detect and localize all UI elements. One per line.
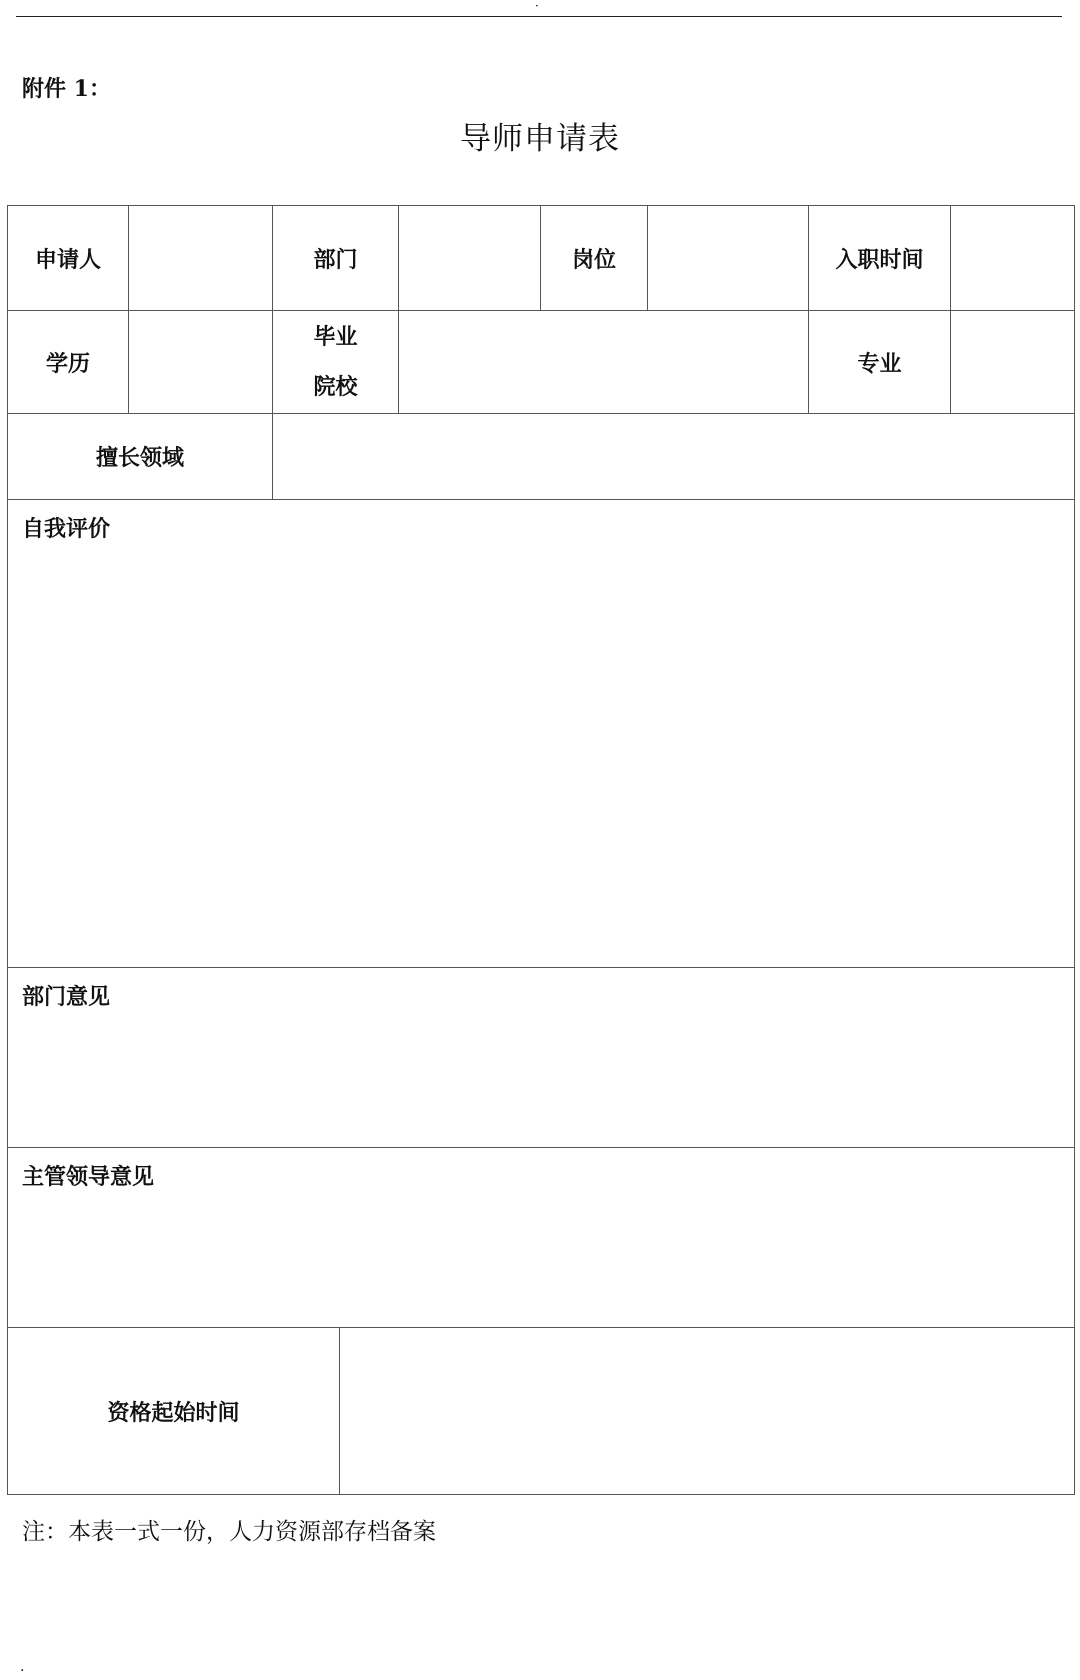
- form-row-supervisor-opinion: [8, 1148, 1075, 1328]
- education-label: 学历: [8, 311, 129, 414]
- qualification-start-label: 资格起始时间: [8, 1328, 340, 1495]
- education-field[interactable]: [129, 311, 273, 414]
- self-evaluation-field[interactable]: [8, 500, 1075, 968]
- school-label: [273, 311, 399, 414]
- applicant-label: 申请人: [8, 206, 129, 311]
- hire-date-field[interactable]: [951, 206, 1075, 311]
- department-opinion-label: 部门意见: [22, 984, 111, 1010]
- expertise-field[interactable]: [273, 414, 1075, 500]
- header-dot: ·: [535, 0, 539, 13]
- school-label-line1: 毕业: [313, 324, 358, 350]
- school-label-line2: 院校: [313, 374, 358, 400]
- footer-dot: .: [20, 1659, 25, 1675]
- form-row-basic-info: [8, 206, 1075, 311]
- form-row-education: [8, 311, 1075, 414]
- applicant-field[interactable]: [129, 206, 273, 311]
- qualification-start-field[interactable]: [340, 1328, 1075, 1495]
- form-row-department-opinion: [8, 968, 1075, 1148]
- department-field[interactable]: [399, 206, 541, 311]
- self-evaluation-label: 自我评价: [22, 516, 111, 542]
- form-row-self-evaluation: [8, 500, 1075, 968]
- department-label: 部门: [273, 206, 399, 311]
- department-opinion-field[interactable]: [8, 968, 1075, 1148]
- expertise-label: 擅长领域: [8, 414, 273, 500]
- form-row-qualification-start: [8, 1328, 1075, 1495]
- supervisor-opinion-label: 主管领导意见: [22, 1164, 155, 1190]
- major-field[interactable]: [951, 311, 1075, 414]
- position-field[interactable]: [648, 206, 809, 311]
- attachment-label: 附件 1：: [22, 76, 111, 102]
- footer-note: 注：本表一式一份，人力资源部存档备案: [22, 1519, 436, 1545]
- hire-date-label: 入职时间: [809, 206, 951, 311]
- form-row-expertise: [8, 414, 1075, 500]
- major-label: 专业: [809, 311, 951, 414]
- header-rule: [16, 16, 1062, 17]
- school-field[interactable]: [399, 311, 809, 414]
- position-label: 岗位: [541, 206, 648, 311]
- application-form-table: [7, 205, 1075, 1495]
- page-title: 导师申请表: [460, 121, 620, 157]
- supervisor-opinion-field[interactable]: [8, 1148, 1075, 1328]
